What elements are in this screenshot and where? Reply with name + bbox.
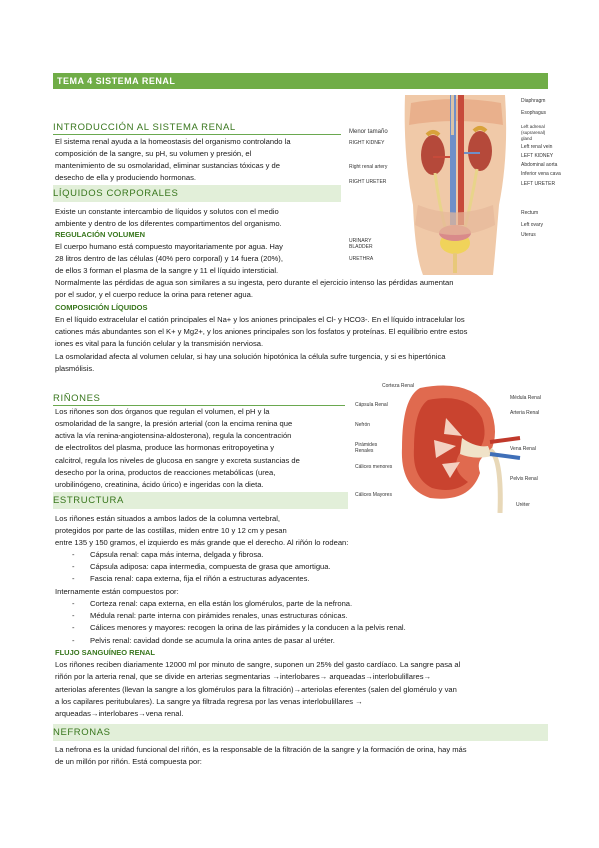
nefronas-line: La nefrona es la unidad funcional del riñón, es la responsable de la filtración de la sangre y la formación de orina, hay más: [55, 745, 467, 754]
internos-item: Corteza renal: capa externa, en ella están los glomérulos, parte de la nefrona.: [90, 599, 353, 608]
fig2-label: Arteria Renal: [510, 410, 540, 416]
fig1-size-note: Menor tamaño: [349, 129, 388, 135]
bullet-dash: -: [72, 562, 75, 571]
fig1-label: RIGHT URETER: [349, 179, 387, 185]
urinary-system-figure: [343, 95, 561, 275]
fig1-label: Inferior vena cava: [521, 171, 561, 177]
fig2-label: Cálices Mayores: [355, 492, 392, 498]
liquidos-line: ambiente y dentro de los diferentes compartimentos del organismo.: [55, 219, 282, 228]
fig1-label: LEFT KIDNEY: [521, 153, 554, 159]
rodean-item: Cápsula adiposa: capa intermedia, compuesta de grasa que amortigua.: [90, 562, 331, 571]
liquidos-line: Existe un constante intercambio de líquidos y solutos con el medio: [55, 207, 279, 216]
rodean-item: Fascia renal: capa externa, fija el riñón a estructuras adyacentes.: [90, 574, 310, 583]
regulacion-line: de ellos 3 forman el plasma de la sangre y 11 el líquido intersticial.: [55, 266, 279, 275]
nefronas-heading: NEFRONAS: [53, 727, 111, 738]
composicion-line: plasmólisis.: [55, 364, 95, 373]
flujo-line: arteriolas aferentes (llevan la sangre a los glomérulos para la filtración)→arteriolas eferentes (salen del glomérulo y van: [55, 685, 457, 694]
intro-line: composición de la sangre, su pH, su volumen y presión, el: [55, 149, 252, 158]
bullet-dash: -: [72, 623, 75, 632]
estructura-line: entre 135 y 150 gramos, el izquierdo es más grande que el derecho. Al riñón lo rodean:: [55, 538, 349, 547]
rinones-line: desecho por la orina, productos de reacciones metabólicas (urea,: [55, 468, 276, 477]
internos-title: Internamente están compuestos por:: [55, 587, 179, 596]
regulacion-line: por el sudor, y el cuerpo reduce la orina para retener agua.: [55, 290, 253, 299]
fig1-label: Abdominal aorta: [521, 162, 558, 168]
estructura-heading: ESTRUCTURA: [53, 495, 124, 506]
intro-heading: INTRODUCCIÓN AL SISTEMA RENAL: [53, 122, 236, 133]
fig1-label: Left ovary: [521, 222, 543, 228]
composicion-line: cationes más abundantes son el K+ y Mg2+, y los aniones principales son los fosfatos y proteínas. El equilibrio entre estos: [55, 327, 468, 336]
fig1-label: Uterus: [521, 232, 536, 238]
flujo-line: arqueadas→interlobares→vena renal.: [55, 709, 184, 718]
intro-heading-rule: [53, 134, 341, 135]
bullet-dash: -: [72, 611, 75, 620]
composicion-line: iones es vital para la función celular y la transmisión nerviosa.: [55, 339, 264, 348]
fig1-label: Diaphragm: [521, 98, 546, 104]
rodean-item: Cápsula renal: capa más interna, delgada y fibrosa.: [90, 550, 264, 559]
rinones-line: calcitrol, regula los niveles de glucosa en sangre y excreta sustancias de: [55, 456, 300, 465]
kidney-section-figure: [350, 378, 550, 513]
rinones-line: osmolaridad de la sangre, la presión arterial (con la encima renina que: [55, 419, 293, 428]
regulacion-line: El cuerpo humano está compuesto mayoritariamente por agua. Hay: [55, 242, 283, 251]
regulacion-title: REGULACIÓN VOLUMEN: [55, 230, 145, 239]
rinones-heading: RIÑONES: [53, 393, 101, 404]
rinones-heading-rule: [53, 405, 345, 406]
flujo-line: Los riñones reciben diariamente 12000 ml por minuto de sangre, suponen un 25% del gasto cardíaco. La sangre pasa al: [55, 660, 461, 669]
nefronas-line: de un millón por riñón. Está compuesta por:: [55, 757, 202, 766]
flujo-line: riñón por la arteria renal, que se divide en arterias segmentarias →interlobares→ arqueadas→interlobulillares→: [55, 672, 432, 681]
topic-banner: TEMA 4 SISTEMA RENAL: [53, 73, 548, 89]
fig2-label: Vena Renal: [510, 446, 536, 452]
fig1-label: URINARY BLADDER: [349, 238, 373, 250]
flujo-title: FLUJO SANGUÍNEO RENAL: [55, 648, 156, 657]
internos-item: Médula renal: parte interna con pirámides renales, unas estructuras cónicas.: [90, 611, 348, 620]
fig2-label: Médula Renal: [510, 395, 541, 401]
intro-line: El sistema renal ayuda a la homeostasis del organismo controlando la: [55, 137, 291, 146]
regulacion-line: Normalmente las pérdidas de agua son similares a su ingesta, pero durante el ejercicio intenso las pérdidas aumentan: [55, 278, 454, 287]
flujo-line: a los capilares peritubulares). La sangre ya filtrada regresa por las venas interlobulillares →: [55, 697, 363, 706]
rinones-line: de electrolitos del plasma, produce las hormonas eritropoyetina y: [55, 443, 275, 452]
bullet-dash: -: [72, 636, 75, 645]
fig1-label: RIGHT KIDNEY: [349, 140, 385, 146]
intro-line: desecho de ella y produciendo hormonas.: [55, 173, 196, 182]
estructura-line: protegidos por parte de las costillas, miden entre 10 y 12 cm y pesan: [55, 526, 287, 535]
fig2-label: Cápsula Renal: [355, 402, 388, 408]
rinones-line: Los riñones son dos órganos que regulan el volumen, el pH y la: [55, 407, 270, 416]
fig1-label: Left adrenal (suprarenal) gland: [521, 124, 546, 141]
fig1-label: LEFT URETER: [521, 181, 556, 187]
bullet-dash: -: [72, 574, 75, 583]
composicion-title: COMPOSICIÓN LÍQUIDOS: [55, 303, 148, 312]
fig2-label: Pelvis Renal: [510, 476, 538, 482]
estructura-line: Los riñones están situados a ambos lados de la columna vertebral,: [55, 514, 280, 523]
fig1-label: Right renal artery: [349, 164, 388, 170]
fig2-label: Pirámides Renales: [355, 442, 378, 454]
internos-item: Pelvis renal: cavidad donde se acumula la orina antes de pasar al uréter.: [90, 636, 335, 645]
fig1-label: Rectum: [521, 210, 539, 216]
fig2-label: Nefrón: [355, 422, 371, 428]
nefronas-heading-shade: [53, 724, 548, 741]
bullet-dash: -: [72, 550, 75, 559]
rinones-line: activa la vía renina-angiotensina-aldosterona), regula la concentración: [55, 431, 292, 440]
fig1-label: Esophagus: [521, 110, 547, 116]
fig2-label: Corteza Renal: [382, 383, 414, 389]
liquidos-heading: LÍQUIDOS CORPORALES: [53, 188, 179, 199]
regulacion-line: 28 litros dentro de las células (40% pero corporal) y 14 fuera (20%),: [55, 254, 283, 263]
fig2-label: Uréter: [516, 502, 530, 508]
intro-line: mantenimiento de su osmolaridad, eliminar sustancias tóxicas y de: [55, 161, 280, 170]
bullet-dash: -: [72, 599, 75, 608]
fig1-label: URETHRA: [349, 256, 374, 262]
composicion-line: En el líquido extracelular el catión principales el Na+ y los aniones principales el Cl- y HCO3-. En el líquido intracelular los: [55, 315, 465, 324]
fig2-label: Cálices menores: [355, 464, 393, 470]
fig1-label: Left renal vein: [521, 144, 553, 150]
internos-item: Cálices menores y mayores: recogen la orina de las pirámides y la conducen a la pelvis renal.: [90, 623, 406, 632]
composicion-line: La osmolaridad afecta al volumen celular, si hay una solución hipotónica la célula sufre turgencia, y si es hipertónica: [55, 352, 446, 361]
rinones-line: urobilinógeno, creatinina, ácido úrico) e ingeridas con la dieta.: [55, 480, 264, 489]
